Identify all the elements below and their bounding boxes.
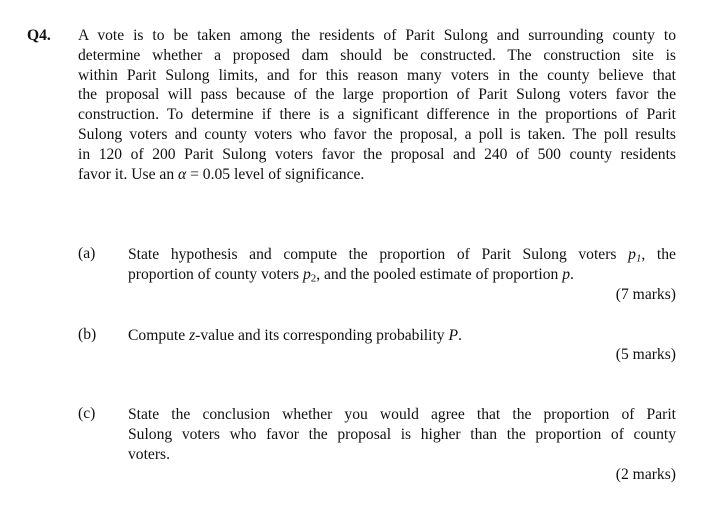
part-line: Sulong voters who favor the proposal is higher than the proportion of county bbox=[128, 425, 676, 443]
part-line: State hypothesis and compute the proportion of Parit Sulong voters $p_1$, the bbox=[128, 246, 676, 265]
stem-line: in 120 of 200 Parit Sulong voters favor the proposal and 240 of 500 county residents bbox=[78, 145, 676, 163]
part-label: (c) bbox=[78, 405, 96, 422]
marks-c: (2 marks) bbox=[615, 466, 676, 483]
stem-line: determine whether a proposed dam should be constructed. The construction site is bbox=[78, 46, 676, 64]
part-text bbox=[128, 245, 676, 285]
part-line: voters. bbox=[128, 445, 171, 463]
part-line: proportion of county voters $p_2$, and the pooled estimate of proportion p. bbox=[128, 265, 574, 285]
alpha-symbol: α bbox=[178, 165, 187, 183]
part-text bbox=[128, 405, 676, 464]
stem-line: Sulong voters and county voters who favor the proposal, a poll is taken. The poll results bbox=[78, 125, 676, 143]
stem-line: the proposal will pass because of the large proportion of Parit Sulong voters favor the bbox=[78, 86, 676, 104]
part-label: (a) bbox=[78, 245, 96, 262]
stem-line-last: favor it. Use an α = 0.05 level of significance. bbox=[78, 165, 365, 183]
marks-b: (5 marks) bbox=[615, 346, 676, 363]
stem-line: construction. To determine if there is a significant difference in the proportions of Parit bbox=[78, 106, 676, 124]
question-stem bbox=[78, 26, 676, 184]
stem-line: A vote is to be taken among the residents of Parit Sulong and surrounding county to bbox=[78, 27, 676, 44]
part-line: State the conclusion whether you would agree that the proportion of Parit bbox=[128, 406, 676, 423]
question-number: Q4. bbox=[27, 27, 51, 44]
part-label: (b) bbox=[78, 326, 97, 343]
part-text: Compute z-value and its corresponding probability P. bbox=[128, 327, 462, 344]
stem-line: within Parit Sulong limits, and for this reason many voters in the county believe that bbox=[78, 66, 676, 84]
marks-a: (7 marks) bbox=[615, 286, 676, 303]
